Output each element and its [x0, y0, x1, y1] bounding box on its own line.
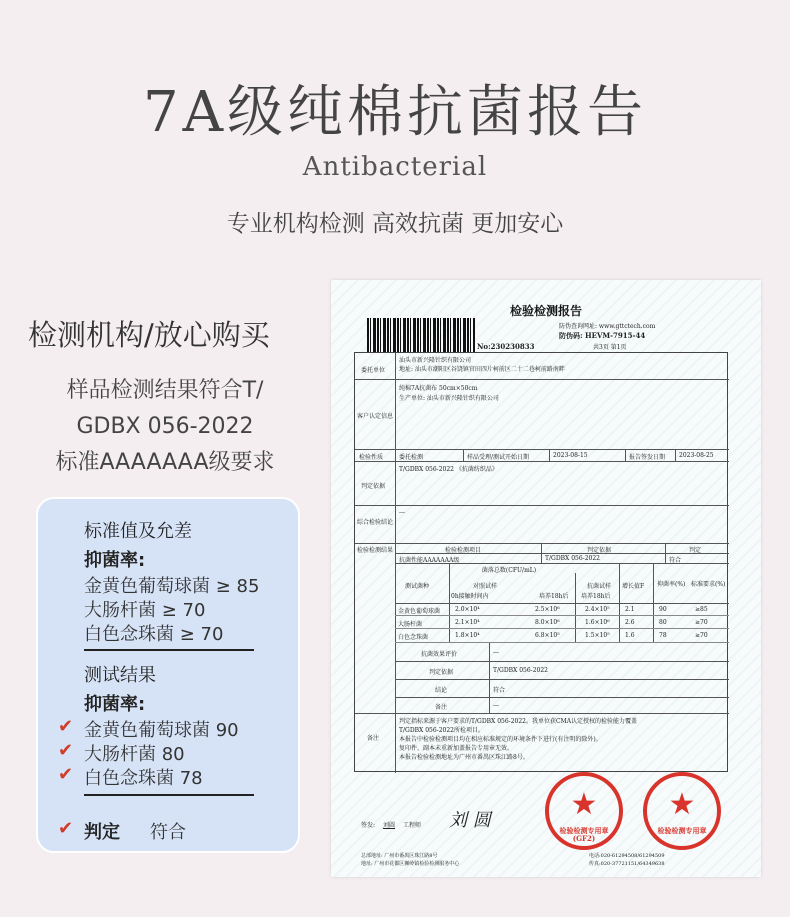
col-species: 测试菌种: [405, 583, 430, 590]
row-0h: 2.0×10⁴: [455, 606, 480, 613]
grid-line: [355, 543, 729, 544]
report-title: 检验检测报告: [509, 304, 582, 318]
spec-card: [36, 497, 300, 853]
grid-line: [355, 449, 729, 450]
note-label: 备注: [435, 704, 448, 711]
eval-value: ---: [493, 649, 500, 656]
check-icon: ✔: [58, 818, 74, 839]
grid-line: [665, 543, 666, 563]
grid-line: [395, 679, 729, 680]
remark-line: T/GDBX 056-2022所检项目。: [399, 727, 484, 734]
verdict-label: 判定: [84, 822, 120, 843]
test-type-label: 检验性质: [359, 454, 384, 461]
col-rate: 抑菌率(%): [657, 581, 686, 588]
standard-item: 白色念珠菌 ≥ 70: [84, 624, 224, 645]
col-control: 对照试样: [473, 583, 498, 590]
test-report-document: [331, 280, 761, 877]
desc-line: 标准AAAAAAA级要求: [55, 450, 275, 475]
divider: [84, 649, 254, 651]
star-icon: ★: [668, 787, 696, 822]
page-title: 7A级纯棉抗菌报告: [142, 80, 648, 145]
client-label: 委托单位: [361, 367, 386, 374]
barcode: [367, 318, 475, 352]
conclusion-label: 综合检验结论: [357, 519, 394, 526]
test-type: 委托检测: [399, 454, 424, 461]
client-address: 地址: 汕头市潮阳区谷饶镇官田四片柯前区二十二巷柯前路南畔: [399, 366, 565, 373]
sign-title: 工程师: [403, 822, 422, 829]
row-growth: 2.6: [625, 619, 635, 626]
grid-line: [355, 505, 729, 506]
grid-line: [549, 449, 550, 461]
col-req: 标准要求(%): [691, 581, 726, 588]
standard-rate-label: 抑菌率:: [84, 550, 146, 571]
row-18h: 2.5×10⁶: [535, 606, 560, 613]
row-growth: 2.1: [625, 606, 635, 613]
result-rate-label: 抑菌率:: [84, 694, 146, 715]
start-date: 2023-08-15: [553, 452, 588, 459]
eval-label: 抗菌效果评价: [421, 651, 458, 658]
basis-text: T/GDBX 056-2022 《抗菌纺织品》: [399, 466, 498, 473]
sign-name: 刘圆: [383, 822, 396, 829]
grid-line: [355, 713, 729, 714]
row-18h-anti: 1.5×10⁵: [585, 632, 610, 639]
final-label: 结论: [435, 687, 448, 694]
col-0h: 0h接触时间内: [451, 593, 489, 600]
grid-line: [675, 449, 676, 461]
project-name: 抗菌性能AAAAAAA级: [399, 557, 460, 564]
verdict-value: 符合: [150, 822, 186, 843]
grid-line: [395, 697, 729, 698]
page-subtitle: Antibacterial: [302, 152, 488, 182]
row-0h: 2.1×10⁴: [455, 619, 480, 626]
judge-basis-value: T/GDBX 056-2022: [493, 667, 548, 674]
standard-title: 标准值及允差: [84, 521, 192, 542]
grid-line: [355, 379, 729, 380]
row-18h-anti: 1.6×10⁶: [585, 619, 610, 626]
result-label: 检验检测结果: [357, 547, 394, 554]
table-row: [395, 629, 729, 643]
signature: 刘 圆: [449, 810, 491, 831]
remark-line: 判定指标来源于客户要求的T/GDBX 056-2022。我单位获CMA认定授权的检验能力覆盖: [399, 718, 638, 725]
producer: 生产单位: 汕头市新兴隆针织有限公司: [399, 395, 499, 402]
col-18h: 培养18h后: [539, 593, 569, 600]
result-item: 大肠杆菌 80: [84, 744, 185, 765]
row-species: 白色念珠菌: [398, 634, 429, 641]
row-18h: 8.0×10⁶: [535, 619, 560, 626]
basis-label: 判定依据: [361, 483, 386, 490]
stamp-text: 检验检测专用章: [657, 826, 707, 835]
remark-label: 备注: [367, 735, 380, 742]
sample-name: 纯棉7A抗菌布 50cm×50cm: [399, 385, 478, 392]
row-species: 金黄色葡萄球菌: [398, 608, 441, 615]
divider: [84, 794, 254, 796]
col-growth: 增长值F: [622, 583, 645, 590]
desc-line: GDBX 056-2022: [76, 414, 254, 439]
result-item: 白色念珠菌 78: [84, 768, 203, 789]
project-head: 检验检测项目: [445, 547, 482, 554]
row-rate: 78: [659, 632, 667, 639]
table-row: [395, 603, 729, 616]
grid-line: [463, 449, 464, 461]
left-description: [30, 373, 300, 481]
footer-line: 总部地址: 广州市番禺区珠江路8号: [361, 853, 438, 859]
official-stamp: [545, 772, 623, 850]
standard-item: 大肠杆菌 ≥ 70: [84, 600, 206, 621]
col-antibac: 抗菌试样: [587, 583, 612, 590]
check-icon: ✔: [58, 740, 74, 761]
start-label: 样品受理/测试开始日期: [467, 454, 530, 461]
col-count: 菌落总数(CFU/mL): [481, 567, 537, 574]
result-title: 测试结果: [84, 665, 156, 686]
desc-line: 样品检测结果符合T/: [66, 378, 264, 403]
stamp-code: (GF2): [572, 834, 596, 843]
conclusion-text: ---: [399, 509, 406, 516]
col-18h-b: 培养18h后: [581, 593, 611, 600]
issue-label: 报告签发日期: [629, 454, 666, 461]
standard-item: 金黄色葡萄球菌 ≥ 85: [84, 576, 260, 597]
row-18h: 6.8×10⁵: [535, 632, 560, 639]
table-row: [395, 616, 729, 629]
remark-line: 本报告中检验检测项目均在相应标准规定的环境条件下进行(有注明的除外)。: [399, 736, 602, 743]
row-req: ≥85: [695, 606, 708, 613]
row-species: 大肠杆菌: [398, 621, 423, 628]
judge-basis-label: 判定依据: [429, 669, 454, 676]
official-stamp: [643, 772, 721, 850]
check-icon: ✔: [58, 764, 74, 785]
note-value: ---: [493, 702, 500, 709]
row-18h-anti: 2.4×10⁵: [585, 606, 610, 613]
grid-line: [489, 643, 490, 713]
query-site: 防伪查询网址: www.gttctech.com: [559, 323, 656, 330]
sample-label: 客户认定信息: [357, 413, 394, 420]
grid-line: [395, 661, 729, 662]
row-req: ≥70: [695, 619, 708, 626]
grid-line: [355, 461, 729, 462]
footer-line: 传真:020-37721151/64349638: [589, 861, 665, 867]
row-req: ≥70: [695, 632, 708, 639]
project-basis: T/GDBX 056-2022: [545, 555, 600, 562]
grid-line: [541, 543, 542, 563]
check-icon: ✔: [58, 716, 74, 737]
sign-label: 签发:: [361, 822, 376, 829]
remark-line: 本报告检验检测地址为广州市番禺区珠江路8号。: [399, 754, 529, 761]
remark-line: 复印件、副本未重新加盖报告专用章无效。: [399, 745, 514, 752]
star-icon: ★: [570, 787, 598, 822]
report-grid: [354, 352, 728, 772]
grid-line: [625, 449, 626, 461]
judge-head: 判定: [689, 547, 702, 554]
row-rate: 90: [659, 606, 667, 613]
footer-line: 地址: 广州市花都区狮岭镇检验检测服务中心: [361, 861, 460, 867]
final-value: 符合: [493, 687, 506, 694]
page-count: 共3页 第1页: [593, 344, 627, 351]
left-heading: 检测机构/放心购买: [28, 318, 270, 352]
footer-line: 电话:020-61294508/61294509: [589, 853, 665, 859]
project-judge: 符合: [669, 557, 682, 564]
report-number: No:230230833: [477, 342, 535, 351]
row-0h: 1.8×10⁴: [455, 632, 480, 639]
issue-date: 2023-08-25: [679, 452, 714, 459]
stamp-text: 检验检测专用章: [559, 826, 609, 835]
basis-head: 判定依据: [587, 547, 612, 554]
row-growth: 1.6: [625, 632, 635, 639]
anti-fake-code: 防伪码: HEVM-7915-44: [559, 331, 646, 340]
row-rate: 80: [659, 619, 667, 626]
result-item: 金黄色葡萄球菌 90: [84, 720, 239, 741]
client-name: 汕头市新兴隆针织有限公司: [399, 357, 472, 364]
page-tagline: 专业机构检测 高效抗菌 更加安心: [226, 211, 564, 237]
